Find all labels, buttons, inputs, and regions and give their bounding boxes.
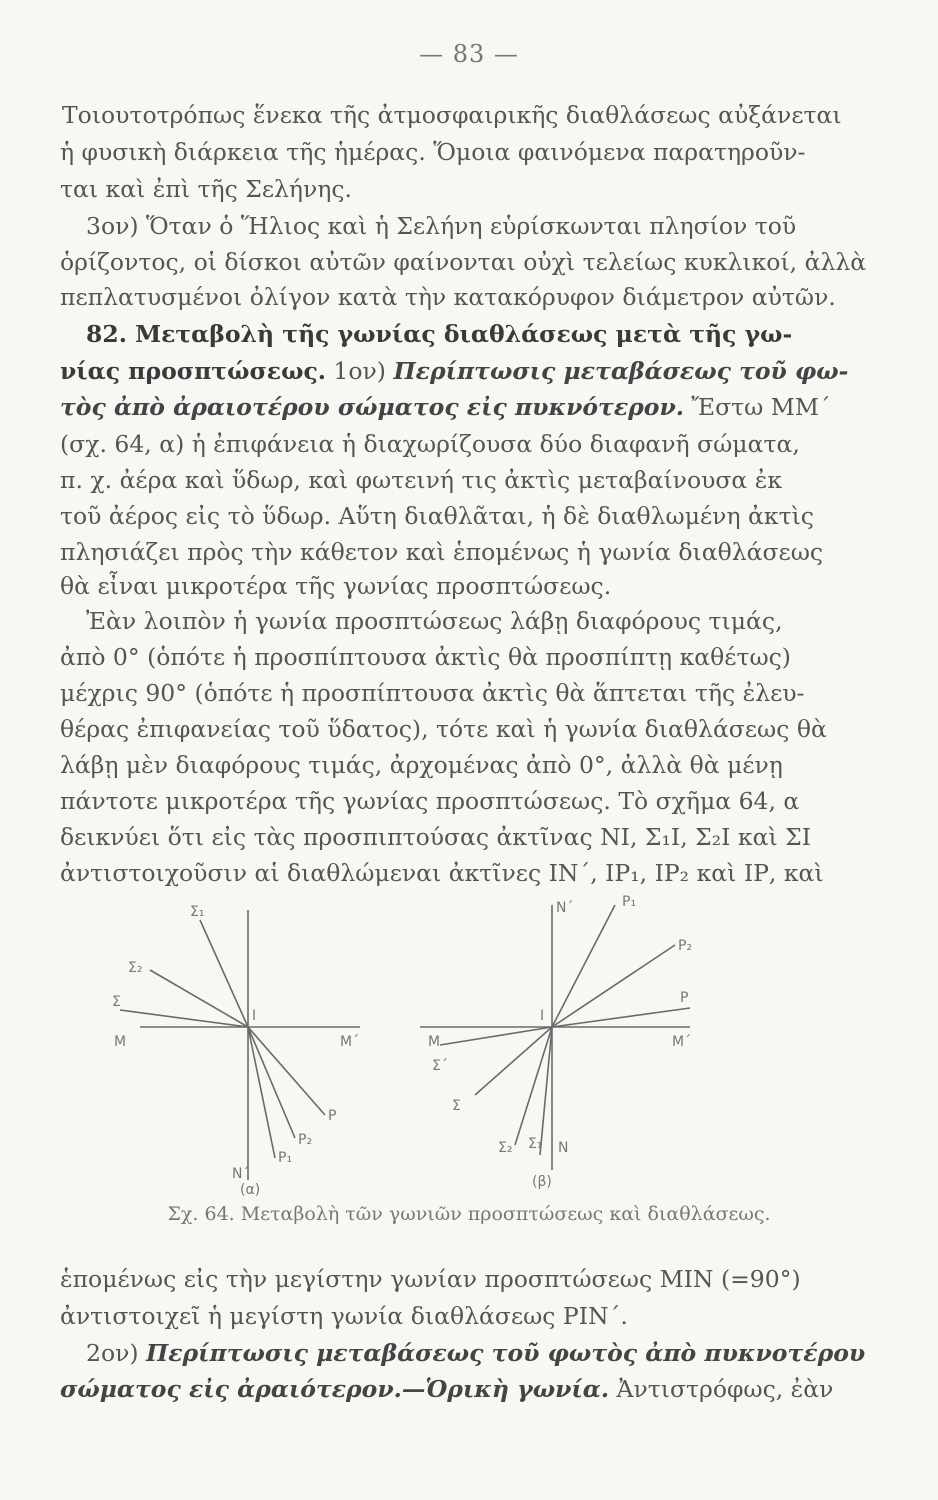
ray-p-b <box>552 1008 690 1027</box>
label-s-b: Σ <box>452 1098 461 1114</box>
text-segment: νίας προσπτώσεως. <box>60 357 326 385</box>
text-segment: πλησιάζει πρὸς τὴν κάθετον καὶ ἑπομένως ἡ γωνία διαθλάσεως <box>60 538 824 566</box>
ray-p1-b <box>552 905 615 1027</box>
label-s-prime-b: Σ΄ <box>432 1058 448 1074</box>
label-n-prime-b: Ν΄ <box>556 900 574 916</box>
text-segment: π. χ. ἀέρα καὶ ὕδωρ, καὶ φωτεινή τις ἀκτὶς μεταβαίνουσα ἐκ <box>60 466 783 494</box>
label-s2-b: Σ₂ <box>498 1140 513 1156</box>
text-segment: Ἀντιστρόφως, ἐὰν <box>609 1375 834 1403</box>
text-line <box>60 1263 880 1295</box>
text-line <box>60 246 880 278</box>
text-segment: ἡ φυσικὴ διάρκεια τῆς ἡμέρας. Ὅμοια φαινόμενα παρατηροῦν- <box>60 138 806 166</box>
ray-p-a <box>248 1027 325 1115</box>
text-segment: πάντοτε μικροτέρα τῆς γωνίας προσπτώσεως. Τὸ σχῆμα 64, α <box>60 787 800 815</box>
label-p1-a: Ρ₁ <box>278 1150 293 1166</box>
label-i-b: Ι <box>540 1008 545 1024</box>
text-line <box>86 210 880 242</box>
label-n-prime-a: Ν΄ <box>232 1166 250 1182</box>
text-line <box>86 1337 880 1369</box>
labels-b <box>428 894 692 1190</box>
ray-s2-a <box>150 970 248 1027</box>
figure-caption: Σχ. 64. Μεταβολὴ τῶν γωνιῶν προσπτώσεως καὶ διαθλάσεως. <box>167 1203 771 1225</box>
text-line <box>60 536 880 568</box>
label-m-prime-b: Μ΄ <box>672 1034 692 1050</box>
text-segment: μέχρις 90° (ὁπότε ἡ προσπίπτουσα ἀκτὶς θὰ ἅπτεται τῆς ἐλευ- <box>60 679 805 707</box>
text-line <box>60 1373 880 1405</box>
text-segment: 3ον) Ὅταν ὁ Ἥλιος καὶ ἡ Σελήνη εὑρίσκωνται πλησίον τοῦ <box>86 212 797 240</box>
text-segment: 2ον) <box>86 1339 147 1367</box>
label-p1-b: Ρ₁ <box>622 894 637 910</box>
label-i-a: Ι <box>252 1008 257 1024</box>
text-segment: Περίπτωσις μεταβάσεως τοῦ φω- <box>393 357 849 385</box>
label-s2-a: Σ₂ <box>128 960 143 976</box>
label-m-b: Μ <box>428 1034 441 1050</box>
section-heading <box>86 318 880 350</box>
text-segment: ἑπομένως εἰς τὴν μεγίστην γωνίαν προσπτώσεως ΜΙΝ (=90°) <box>60 1265 801 1293</box>
label-p-a: Ρ <box>328 1108 337 1124</box>
label-m-prime-a: Μ΄ <box>340 1034 360 1050</box>
text-segment: ἀντιστοιχοῦσιν αἱ διαθλώμεναι ἀκτῖνες ΙΝ΄, ΙΡ₁, ΙΡ₂ καὶ ΙΡ, καὶ <box>60 859 824 887</box>
text-segment: θέρας ἐπιφανείας τοῦ ὕδατος), τότε καὶ ἡ γωνία διαθλάσεως θὰ <box>60 715 827 743</box>
label-s1-b: Σ₁ <box>528 1136 543 1152</box>
text-segment: (σχ. 64, α) ἡ ἐπιφάνεια ἡ διαχωρίζουσα δύο διαφανῆ σώματα, <box>60 430 800 458</box>
label-p2-a: Ρ₂ <box>298 1132 313 1148</box>
text-line <box>60 428 880 460</box>
label-p-b: Ρ <box>680 990 689 1006</box>
text-segment: 1ον) <box>325 357 394 385</box>
text-segment: θὰ εἶναι μικροτέρα τῆς γωνίας προσπτώσεως. <box>60 572 612 600</box>
text-segment: τὸς ἀπὸ ἀραιοτέρου σώματος εἰς πυκνότερον. <box>60 393 684 421</box>
text-segment: δεικνύει ὅτι εἰς τὰς προσπιπτούσας ἀκτῖνας ΝΙ, Σ₁Ι, Σ₂Ι καὶ ΣΙ <box>60 823 812 851</box>
text-segment: 82. Μεταβολὴ τῆς γωνίας διαθλάσεως μετὰ τῆς γω- <box>86 320 793 348</box>
text-line <box>60 821 880 853</box>
text-line <box>60 677 880 709</box>
ray-p2-a <box>248 1027 295 1138</box>
text-segment: σώματος εἰς ἀραιότερον.—Ὁρικὴ γωνία. <box>60 1375 610 1403</box>
text-line <box>60 857 880 889</box>
text-segment: πεπλατυσμένοι ὀλίγον κατὰ τὴν κατακόρυφον διάμετρον αὐτῶν. <box>60 283 836 311</box>
text-line <box>60 464 880 496</box>
refraction-diagram <box>100 890 740 1200</box>
text-line <box>60 500 880 532</box>
text-segment: Περίπτωσις μεταβάσεως τοῦ φωτὸς ἀπὸ πυκνοτέρου <box>146 1339 866 1367</box>
text-segment: ὁρίζοντος, οἱ δίσκοι αὐτῶν φαίνονται οὐχὶ τελείως κυκλικοί, ἀλλὰ <box>60 248 867 276</box>
text-line <box>60 281 880 313</box>
text-line <box>60 641 880 673</box>
ray-s1-a <box>200 920 248 1027</box>
ray-p2-b <box>552 945 675 1027</box>
text-line <box>60 713 880 745</box>
label-m-a: Μ <box>114 1034 127 1050</box>
diagram-b-tag: (β) <box>532 1174 552 1190</box>
text-line <box>60 1300 880 1332</box>
ray-s-a <box>120 1010 248 1027</box>
text-line <box>60 785 880 817</box>
text-segment: λάβῃ μὲν διαφόρους τιμάς, ἀρχομένας ἀπὸ 0°, ἀλλὰ θὰ μένῃ <box>60 751 783 779</box>
text-line <box>60 749 880 781</box>
text-line <box>60 136 880 168</box>
text-line <box>62 99 882 131</box>
diagram-b <box>420 905 693 1170</box>
text-line <box>60 355 880 387</box>
text-segment: Τοιουτοτρόπως ἕνεκα τῆς ἀτμοσφαιρικῆς διαθλάσεως αὐξάνεται <box>62 101 842 129</box>
text-line <box>86 605 880 637</box>
diagram-a <box>120 910 360 1180</box>
text-segment: ται καὶ ἐπὶ τῆς Σελήνης. <box>60 175 353 203</box>
ray-p1-a <box>248 1027 275 1158</box>
text-segment: ἀπὸ 0° (ὁπότε ἡ προσπίπτουσα ἀκτὶς θὰ προσπίπτῃ καθέτως) <box>60 643 791 671</box>
text-segment: ἀντιστοιχεῖ ἡ μεγίστη γωνία διαθλάσεως ΡΙΝ΄. <box>60 1302 628 1330</box>
text-line <box>60 570 880 602</box>
label-p2-b: Ρ₂ <box>678 938 693 954</box>
figure-64 <box>100 890 740 1200</box>
label-s1-a: Σ₁ <box>190 904 205 920</box>
label-s-a: Σ <box>112 994 121 1010</box>
text-segment: Ἔστω ΜΜ΄ <box>683 393 831 421</box>
text-line <box>60 391 880 423</box>
text-segment: Ἐὰν λοιπὸν ἡ γωνία προσπτώσεως λάβῃ διαφόρους τιμάς, <box>86 607 783 635</box>
label-n-b: Ν <box>558 1140 569 1156</box>
diagram-a-tag: (α) <box>240 1182 261 1198</box>
text-line <box>60 173 880 205</box>
text-segment: τοῦ ἀέρος εἰς τὸ ὕδωρ. Αὕτη διαθλᾶται, ἡ δὲ διαθλωμένη ἀκτὶς <box>60 502 814 530</box>
page-number: — 83 — <box>419 40 519 68</box>
labels-a <box>112 904 359 1198</box>
